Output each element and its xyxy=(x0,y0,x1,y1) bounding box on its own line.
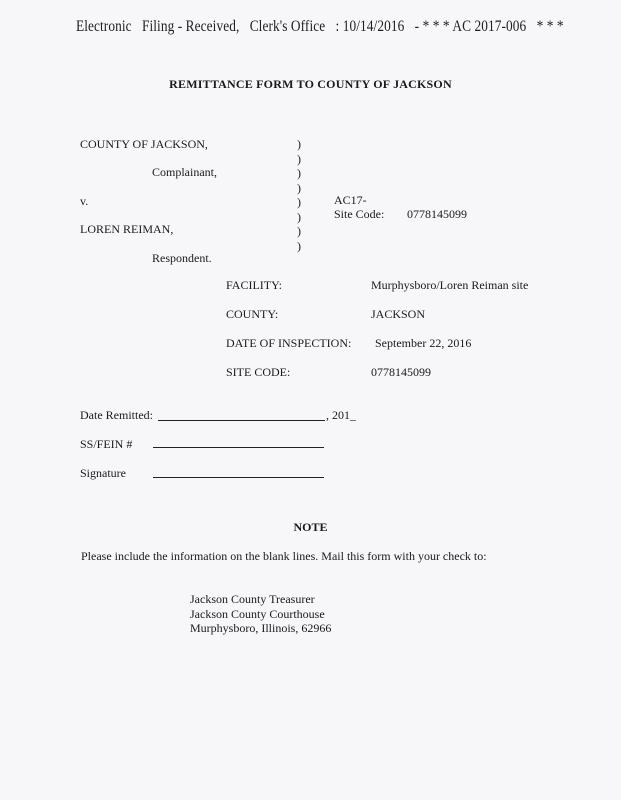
ssfein-label: SS/FEIN # xyxy=(80,437,133,451)
site-code-value: 0778145099 xyxy=(371,365,431,379)
date-remitted-line[interactable] xyxy=(158,420,325,421)
paren: ) xyxy=(297,151,301,166)
county-label: COUNTY: xyxy=(226,307,279,321)
inspection-date-value: September 22, 2016 xyxy=(375,336,472,350)
caption-site-code-label: Site Code: xyxy=(334,207,385,221)
stamp-part-2: Filing - Received, xyxy=(141,18,240,35)
stamp-part-6: * * * xyxy=(536,18,564,35)
facility-label: FACILITY: xyxy=(226,278,283,292)
paren: ) xyxy=(297,209,301,224)
inspection-date-label: DATE OF INSPECTION: xyxy=(226,336,352,350)
filing-stamp xyxy=(76,18,571,36)
address-line-2: Jackson County Courthouse xyxy=(190,606,325,621)
facility-value: Murphysboro/Loren Reiman site xyxy=(371,278,529,292)
defendant-name: LOREN REIMAN, xyxy=(80,222,174,236)
ssfein-line[interactable] xyxy=(153,447,324,448)
signature-line[interactable] xyxy=(153,477,324,478)
defendant-role: Respondent. xyxy=(152,251,212,265)
paren: ) xyxy=(297,180,301,195)
page-title: REMITTANCE FORM TO COUNTY OF JACKSON xyxy=(169,77,452,91)
site-code-label: SITE CODE: xyxy=(226,365,291,379)
caption-bracket xyxy=(297,137,301,253)
stamp-part-4: : 10/14/2016 xyxy=(335,18,405,35)
caption-site-code-value: 0778145099 xyxy=(407,207,467,221)
note-instructions: Please include the information on the blank lines. Mail this form with your check to: xyxy=(81,549,487,563)
versus-label: v. xyxy=(80,194,89,208)
plaintiff-role: Complainant, xyxy=(152,165,217,179)
paren: ) xyxy=(297,238,301,253)
stamp-part-5: - * * * AC 2017-006 xyxy=(414,18,527,35)
plaintiff-name: COUNTY OF JACKSON, xyxy=(80,137,208,151)
paren: ) xyxy=(297,166,301,180)
date-remitted-suffix: , 201_ xyxy=(326,408,356,422)
stamp-part-1: Electronic xyxy=(76,18,132,35)
address-line-1: Jackson County Treasurer xyxy=(190,592,315,606)
case-number: AC17- xyxy=(334,193,367,207)
stamp-part-3: Clerk's Office xyxy=(249,18,326,35)
county-value: JACKSON xyxy=(371,307,426,321)
note-heading: NOTE xyxy=(293,520,328,534)
paren: ) xyxy=(297,195,301,209)
mailing-address xyxy=(190,592,331,636)
signature-label: Signature xyxy=(80,466,126,480)
paren: ) xyxy=(297,224,301,238)
address-line-3: Murphysboro, Illinois, 62966 xyxy=(190,621,332,635)
date-remitted-label: Date Remitted: xyxy=(80,408,153,422)
paren: ) xyxy=(297,137,301,151)
